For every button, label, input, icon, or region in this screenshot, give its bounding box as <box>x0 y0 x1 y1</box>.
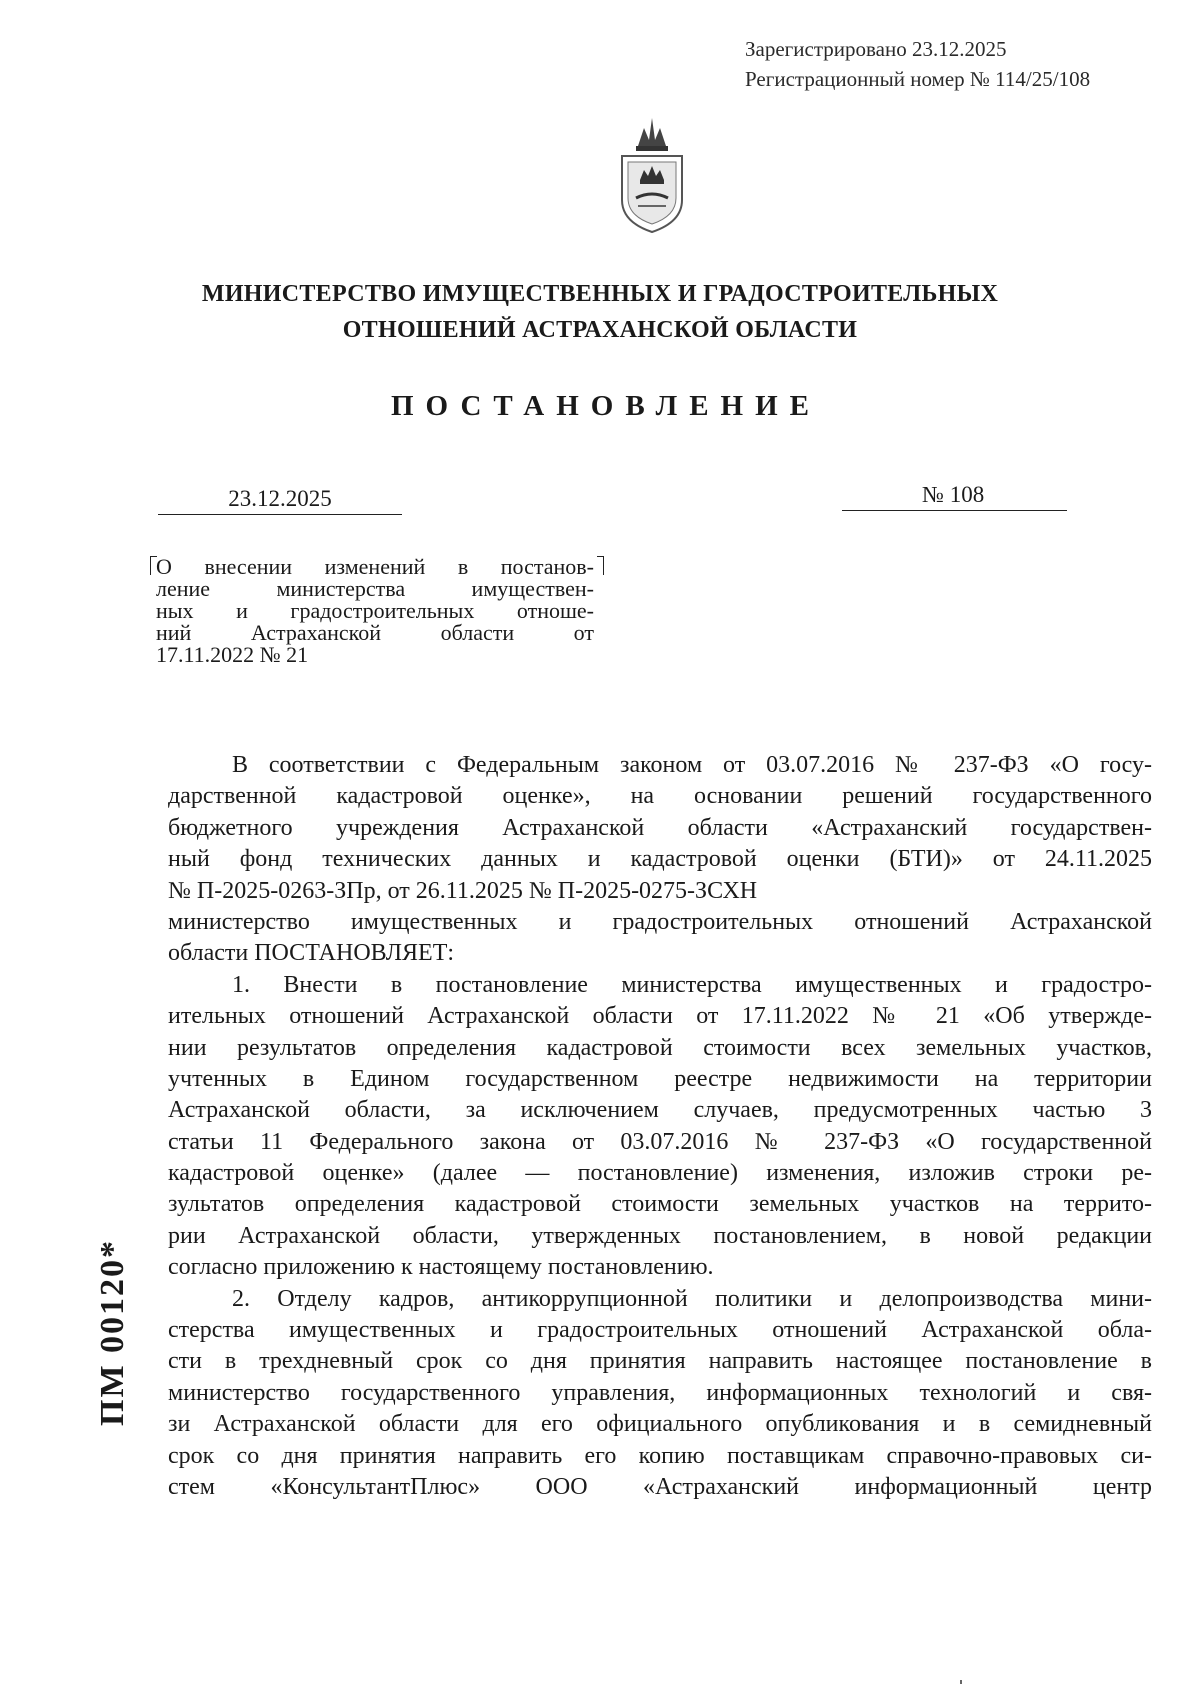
body-line: министерство имущественных и градостроительных отношений Астраханской <box>168 908 1152 935</box>
body-line: области ПОСТАНОВЛЯЕТ: <box>168 940 455 967</box>
body-line: министерство государственного управления, информационных технологий и свя- <box>168 1379 1152 1406</box>
body-line: 2. Отделу кадров, антикоррупционной политики и делопроизводства мини- <box>232 1285 1152 1312</box>
body-line: кадастровой оценке» (далее — постановление) изменения, изложив строки ре- <box>168 1160 1152 1187</box>
subject-line: ных и градостроительных отноше- <box>156 598 594 623</box>
body-line: дарственной кадастровой оценке», на основании решений государственного <box>168 783 1152 810</box>
body-line: согласно приложению к настоящему постановлению. <box>168 1254 714 1281</box>
subject-bracket-left <box>150 556 157 575</box>
body-line: стем «КонсультантПлюс» ООО «Астраханский информационный центр <box>168 1473 1152 1500</box>
subject-line: ление министерства имуществен- <box>156 576 594 601</box>
body-line: ительных отношений Астраханской области от 17.11.2022 № 21 «Об утвержде- <box>168 1003 1152 1030</box>
document-subject <box>156 556 594 666</box>
scan-speck <box>960 1680 962 1684</box>
document-number-field <box>842 480 1067 511</box>
subject-line: ний Астраханской области от <box>156 620 594 645</box>
document-date: 23.12.2025 <box>158 484 402 515</box>
ministry-title <box>0 276 1200 348</box>
body-line: рии Астраханской области, утвержденных постановлением, в новой редакции <box>168 1222 1152 1249</box>
body-line: стерства имущественных и градостроительных отношений Астраханской обла- <box>168 1317 1152 1344</box>
body-line: Астраханской области, за исключением случаев, предусмотренных частью 3 <box>168 1097 1152 1124</box>
body-line: учтенных в Едином государственном реестре недвижимости на территории <box>168 1065 1152 1092</box>
body-line: ный фонд технических данных и кадастровой оценки (БТИ)» от 24.11.2025 <box>168 846 1152 873</box>
body-line: В соответствии с Федеральным законом от 03.07.2016 № 237-ФЗ «О госу- <box>232 752 1152 778</box>
body-line: статьи 11 Федерального закона от 03.07.2016 № 237-ФЗ «О государственной <box>168 1128 1152 1155</box>
ministry-title-line2: ОТНОШЕНИЙ АСТРАХАНСКОЙ ОБЛАСТИ <box>342 317 858 343</box>
registration-number: Регистрационный номер № 114/25/108 <box>745 67 1091 91</box>
subject-line: 17.11.2022 № 21 <box>156 642 309 667</box>
body-line: сти в трехдневный срок со дня принятия направить настоящее постановление в <box>168 1348 1152 1375</box>
coat-of-arms-icon <box>616 118 688 236</box>
side-stamp-code: ПМ 00120* <box>94 1238 131 1426</box>
body-line: нии результатов определения кадастровой стоимости всех земельных участков, <box>168 1034 1152 1061</box>
body-line: № П-2025-0263-ЗПр, от 26.11.2025 № П-2025-0275-ЗСХН <box>168 877 758 904</box>
subject-line: О внесении изменений в постанов- <box>156 554 594 579</box>
body-line: срок со дня принятия направить его копию поставщикам справочно-правовых си- <box>168 1442 1152 1469</box>
registration-block <box>745 34 1090 94</box>
body-line: 1. Внести в постановление министерства имущественных и градостро- <box>232 971 1152 998</box>
body-line: зультатов определения кадастровой стоимости земельных участков на террито- <box>168 1191 1152 1218</box>
document-number: № 108 <box>922 482 985 507</box>
subject-bracket-right <box>597 556 604 575</box>
registration-date: Зарегистрировано 23.12.2025 <box>745 37 1007 61</box>
body-line: бюджетного учреждения Астраханской области «Астраханский государствен- <box>168 814 1152 841</box>
document-type: ПОСТАНОВЛЕНИЕ <box>390 390 821 422</box>
body-line: зи Астраханской области для его официального опубликования и в семидневный <box>168 1411 1152 1438</box>
document-body <box>168 750 1152 1503</box>
ministry-title-line1: МИНИСТЕРСТВО ИМУЩЕСТВЕННЫХ И ГРАДОСТРОИТЕЛЬНЫХ <box>201 281 999 307</box>
